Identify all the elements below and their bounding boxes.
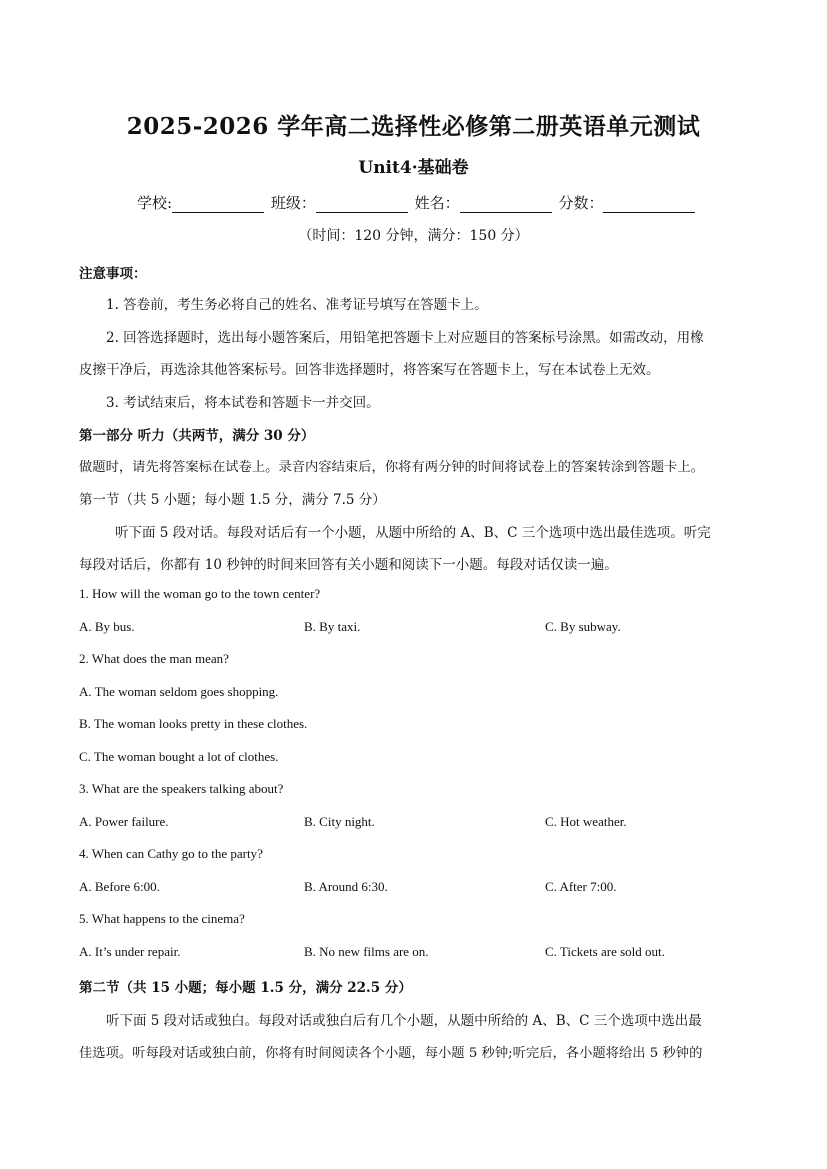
question-5-option-a[interactable]: A. It’s under repair. <box>79 944 181 959</box>
question-3-option-a[interactable]: A. Power failure. <box>79 814 169 829</box>
section2-intro-2: 佳选项。听每段对话或独白前，你将有时间阅读各个小题，每小题 5 秒钟;听完后，各小题将给出 5 秒钟的 <box>79 1046 703 1061</box>
question-5-option-c[interactable]: C. Tickets are sold out. <box>545 944 665 959</box>
school-blank[interactable] <box>172 196 264 213</box>
section1-intro-1: 听下面 5 段对话。每段对话后有一个小题，从题中所给的 A、B、C 三个选项中选出最佳选项。听完 <box>115 525 711 541</box>
name-label: 姓名： <box>414 194 460 212</box>
question-3-option-b[interactable]: B. City night. <box>304 814 375 829</box>
question-1-option-a[interactable]: A. By bus. <box>79 619 135 634</box>
exam-title: 2025-2026 学年高二选择性必修第二册英语单元测试 <box>126 113 701 140</box>
section1-intro-2: 每段对话后，你都有 10 秒钟的时间来回答有关小题和阅读下一小题。每段对话仅读一遍。 <box>79 557 618 573</box>
question-2-option-a[interactable]: A. The woman seldom goes shopping. <box>79 684 279 699</box>
question-4-option-a[interactable]: A. Before 6:00. <box>79 879 160 894</box>
question-1: 1. How will the woman go to the town center? <box>79 586 321 601</box>
notice-item-1: 1. 答卷前，考生务必将自己的姓名、准考证号填写在答题卡上。 <box>106 297 488 313</box>
time-note: （时间：120 分钟，满分：150 分） <box>298 228 529 244</box>
question-1-option-b[interactable]: B. By taxi. <box>304 619 361 634</box>
school-label: 学校: <box>137 194 173 212</box>
question-5: 5. What happens to the cinema? <box>79 911 245 926</box>
notice-heading: 注意事项： <box>79 266 147 282</box>
section1-heading: 第一节（共 5 小题；每小题 1.5 分，满分 7.5 分） <box>79 492 386 508</box>
name-blank[interactable] <box>460 196 552 213</box>
exam-subtitle: Unit4·基础卷 <box>358 158 469 178</box>
question-4-option-c[interactable]: C. After 7:00. <box>545 879 617 894</box>
question-2-option-b[interactable]: B. The woman looks pretty in these clothes. <box>79 716 308 731</box>
notice-item-3: 3. 考试结束后，将本试卷和答题卡一并交回。 <box>106 395 380 411</box>
question-5-option-b[interactable]: B. No new films are on. <box>304 944 429 959</box>
question-3-option-c[interactable]: C. Hot weather. <box>545 814 627 829</box>
part1-heading: 第一部分 听力（共两节，满分 30 分） <box>79 428 315 444</box>
question-4: 4. When can Cathy go to the party? <box>79 846 263 861</box>
question-4-option-b[interactable]: B. Around 6:30. <box>304 879 388 894</box>
class-label: 班级： <box>270 194 316 212</box>
class-blank[interactable] <box>316 196 408 213</box>
notice-item-2: 2. 回答选择题时，选出每小题答案后，用铅笔把答题卡上对应题目的答案标号涂黑。如需改动，用橡 <box>106 330 704 346</box>
question-3: 3. What are the speakers talking about? <box>79 781 284 796</box>
question-1-option-c[interactable]: C. By subway. <box>545 619 621 634</box>
section2-intro-1: 听下面 5 段对话或独白。每段对话或独白后有几个小题，从题中所给的 A、B、C 三个选项中选出最 <box>106 1013 702 1029</box>
section2-heading: 第二节（共 15 小题；每小题 1.5 分，满分 22.5 分） <box>79 980 412 996</box>
part1-instruction: 做题时，请先将答案标在试卷上。录音内容结束后，你将有两分钟的时间将试卷上的答案转涂到答题卡上。 <box>79 460 704 475</box>
score-label: 分数： <box>558 194 604 212</box>
question-2-option-c[interactable]: C. The woman bought a lot of clothes. <box>79 749 279 764</box>
student-info-row <box>137 192 697 213</box>
question-2: 2. What does the man mean? <box>79 651 229 666</box>
notice-item-2-cont: 皮擦干净后，再选涂其他答案标号。回答非选择题时，将答案写在答题卡上，写在本试卷上无效。 <box>79 362 660 378</box>
score-blank[interactable] <box>603 196 695 213</box>
